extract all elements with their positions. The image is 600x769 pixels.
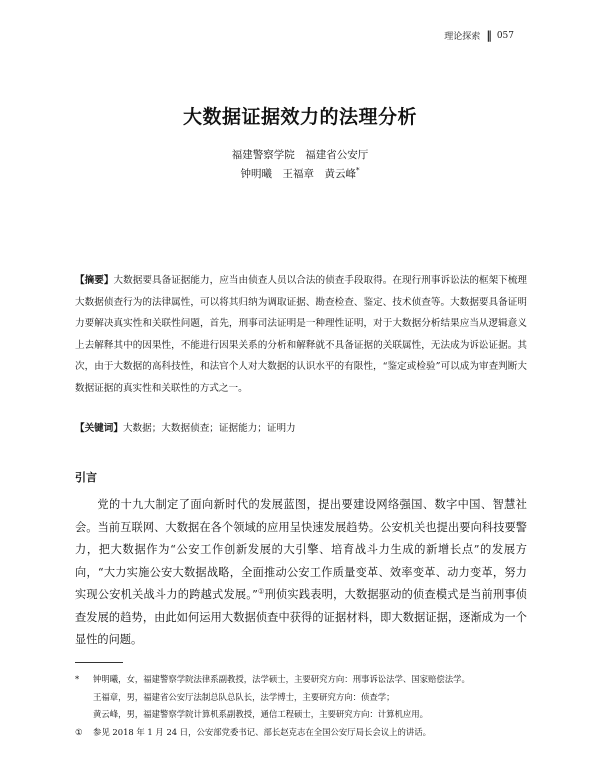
author-list: 钟明曦 王福章 黄云峰	[240, 168, 356, 180]
reference-footnote-symbol: ①	[75, 726, 83, 737]
intro-body	[75, 494, 527, 652]
reference-footnote-text: 参见 2018 年 1 月 24 日，公安部党委书记、部长赵克志在全国公安厅局长会议上的讲话。	[93, 726, 432, 737]
running-header	[444, 29, 514, 42]
journal-section-label: 理论探索	[444, 32, 481, 42]
footnote-divider	[75, 662, 123, 663]
intro-paragraph	[75, 494, 527, 652]
author-footnote-line: 黄云峰，男，福建警察学院计算机系副教授，通信工程硕士，主要研究方向：计算机应用。	[93, 709, 428, 719]
intro-text-part1: 党的十九大制定了面向新时代的发展蓝图，提出要建设网络强国、数字中国、智慧社会。当前互联网、大数据在各个领域的应用呈快速发展趋势。公安机关也提出要向科技要警力，把大数据作为“公安工作创新发展的大引擎、培育战斗力生成的新增长点”的发展方向，“大力实施公安大数据战略，全面推动公安工作质量变革、效率变革、动力变革，努力实现公安机关战斗力的跨越式发展。”	[75, 498, 527, 601]
abstract-label: 【摘要】	[75, 275, 114, 286]
abstract-text: 大数据要具备证据能力，应当由侦查人员以合法的侦查手段取得。在现行刑事诉讼法的框架下梳理大数据侦查行为的法律属性，可以将其归纳为调取证据、勘查检查、鉴定、技术侦查等。大数据要具备证明力要解决真实性和关联性问题，首先，刑事司法证明是一种理性证明，对于大数据分析结果应当从逻辑意义上去解释其中的因果性，不能进行因果关系的分析和解释就不具备证据的关联属性，无法成为诉讼证据。其次，由于大数据的高科技性，和法官个人对大数据的认识水平的有限性，“鉴定或检验”可以成为审查判断大数据证据的真实性和关联性的方式之一。	[75, 275, 528, 394]
page-number: 057	[496, 30, 514, 41]
intro-text-part2: 刑侦实践表明，大数据驱动的侦查模式是当前刑事侦查发展的趋势，由此如何运用大数据侦查中获得的证据材料，即大数据证据，逐渐成为一个显性的问题。	[75, 588, 527, 646]
author-footnote-mark: *	[356, 166, 360, 175]
footnote-ref-1[interactable]: ①	[257, 587, 265, 596]
keywords-label: 【关键词】	[75, 423, 123, 434]
article-title: 大数据证据效力的法理分析	[182, 106, 417, 128]
author-names	[0, 166, 600, 181]
keywords	[75, 419, 527, 439]
author-footnote-line: 钟明曦，女，福建警察学院法律系副教授，法学硕士，主要研究方向：刑事诉讼法学、国家赔偿法学。	[93, 674, 470, 684]
author-affiliation: 福建警察学院 福建省公安厅	[231, 149, 369, 161]
header-divider: ‖	[486, 29, 491, 42]
keywords-text: 大数据；大数据侦查；证据能力；证明力	[122, 423, 296, 434]
author-footnote	[75, 671, 535, 724]
author-footnote-symbol: *	[75, 674, 80, 684]
footnotes	[75, 671, 535, 741]
section-heading-intro: 引言	[75, 471, 97, 484]
abstract	[75, 270, 527, 399]
reference-footnote	[75, 724, 535, 742]
author-footnote-line: 王福章，男，福建省公安厅法制总队总队长，法学博士，主要研究方向：侦查学；	[93, 691, 395, 702]
